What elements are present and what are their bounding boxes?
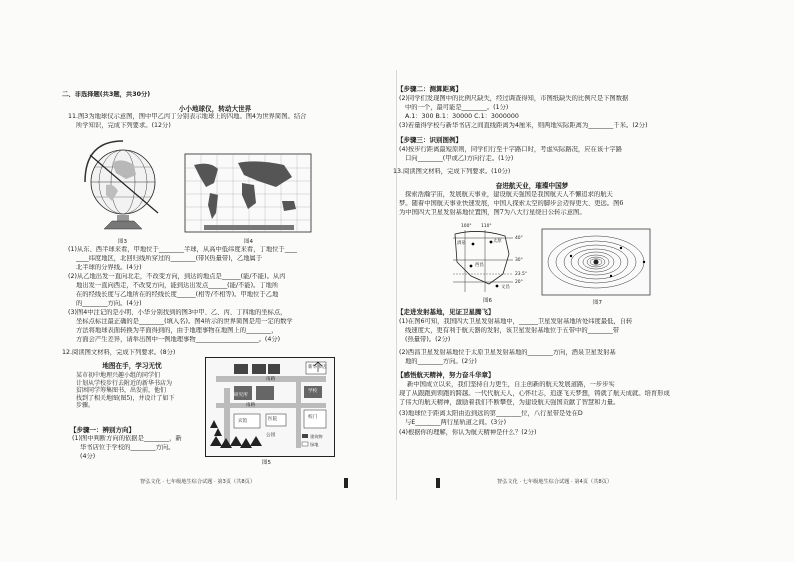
- site-label-xichang: 西昌: [475, 263, 484, 268]
- spirit-material-1: 新中国成立以来，我们坚持自力更生，自主创新的航天发展道路，一步步实: [407, 381, 615, 388]
- gate-label: 校门: [308, 415, 318, 420]
- q11-line-9: 坐标点标注最正确的是________(填入名)。图4所示的世界简图是用一定的数学: [76, 318, 293, 325]
- launch-section-tag: 【走进发射基地，见证卫星腾飞】: [397, 308, 495, 316]
- step2-line-1: (2)同学们发现图中的比例尺缺失，经过调查得知，市图纸缺失的比例尺是下图数据: [399, 95, 629, 102]
- scan-mark-left: [344, 478, 348, 488]
- q11-intro-2: 所学知识，完成下列要求。(12分): [76, 122, 171, 129]
- q12-title: 地图在手，学习无忧: [102, 362, 162, 370]
- q12-material: [76, 372, 175, 410]
- q11-title: 小小地球仪，转动大世界: [178, 105, 252, 113]
- page-4: [393, 0, 794, 562]
- hospital-label: 医院: [268, 417, 278, 422]
- road-label-2: 南路: [246, 403, 256, 408]
- fig7-caption: 图7: [593, 300, 602, 306]
- fig4-caption: 图4: [244, 239, 253, 245]
- q12-material-line: 贫困同学筹集图书，出发前，他们: [76, 387, 167, 395]
- street-map-figure: [205, 357, 335, 457]
- lat-label-1: 40°: [515, 236, 523, 241]
- page-footer-left: 智弘文化 · 七年级地生综合试题 · 第3页（共8页）: [140, 479, 256, 485]
- site-label-jiuquan: 酒泉: [457, 241, 466, 246]
- lon-label-2: 110°: [481, 224, 492, 229]
- q12-material-line: 计划从学校步行去附近的新华书店为: [76, 379, 173, 387]
- fig3-caption: 图3: [118, 239, 127, 245]
- q12-material-line: 步骤。: [76, 402, 95, 410]
- step2-line-3: (3)若量得学校与新华书店之间直线距离为4厘米，则两地实际距离为________千米。(2分): [399, 122, 648, 129]
- launch-line-2: 线速度大，更有利于航天器的发射，该卫星发射基地位于五带中的________带: [405, 327, 620, 334]
- spirit-material-3: 了伟大的航天精神，激励着我们不断攀登，为建设航天强国贡献了智慧和力量。: [399, 399, 620, 406]
- site-label-wenchang: 文昌: [501, 285, 510, 290]
- step3-line-1: (4)按步行距离最短原则，同学们行至十字路口时，考虑实际路况，应在该十字路: [399, 146, 623, 153]
- bookstore-label: 新华书店: [308, 365, 327, 370]
- school-label: 学校: [308, 389, 318, 394]
- hotel-label: 宾馆: [238, 419, 248, 424]
- step3-line-2: 口向________(甲或乙)方向行走。(1分): [405, 155, 514, 162]
- q13-material-2: 梦。随着中国航天事业快速发展，中国人探索太空的脚步会迈得更大、更远。图6: [399, 200, 624, 207]
- launch-line-1: (1)在图6可知，我国四大卫星发射基地中，______卫星发射基地所处纬度最低，自转: [399, 318, 633, 325]
- q11-line-5: 地出发一直向西走，不改变方向，能到达出发点______(能/不能)。丁地所: [76, 282, 279, 289]
- q11-line-1: (1)从东、西半球来看，甲地位于________半球，从高中低纬度来看，丁地位于____: [68, 246, 298, 253]
- q12-material-line: 找到了相关地图(图5)，并设计了如下: [76, 394, 175, 402]
- q11-line-3: 北半球的分界线。(4分): [76, 264, 142, 271]
- fig6-caption: 图6: [483, 298, 492, 304]
- lon-label-1: 100°: [461, 224, 472, 229]
- planet-orbits-figure: [541, 228, 651, 296]
- page-footer-right: 智弘文化 · 七年级地生综合试题 · 第4页（共8页）: [497, 479, 613, 485]
- q13-intro: 13.阅读图文材料，完成下列要求。(10分): [393, 168, 511, 175]
- launch-line-5: 地的________方向。(2分): [405, 358, 477, 365]
- globe-figure: [82, 135, 164, 235]
- q13-material-3: 为中国四大卫星发射基地位置图，图7为八大行星绕日公转示意图。: [399, 209, 586, 216]
- site-label-taiyuan: 太原: [493, 239, 502, 244]
- q13-title: 奋进航天业，璀璨中国梦: [495, 182, 569, 190]
- spirit-q3-line-2: 与E________两行星轨道之间。(3分): [405, 419, 507, 426]
- lat-label-4: 20°: [515, 280, 523, 285]
- spirit-q4-line: (4)根据你的理解，你认为航天精神是什么？(2分): [399, 429, 537, 436]
- q12-material-line: 某市初中地理兴趣小组的同学们: [76, 372, 161, 379]
- step3-tag: 【步骤三：识别图例】: [397, 136, 462, 144]
- section-heading: 二、非选择题(共3题，共30分): [62, 91, 151, 98]
- lat-label-3: 23.5°: [515, 272, 527, 277]
- launch-line-4: (2)西昌卫星发射基地位于太原卫星发射基地的________方向，酒泉卫星发射基: [399, 349, 616, 356]
- spirit-section-tag: 【感悟航天精神，努力奋斗华章】: [397, 371, 495, 379]
- step1-tag: 【步骤一：辨别方向】: [70, 426, 135, 434]
- q11-line-8: (3)图4中注记的是小明、小华分别找到的图3中甲、乙、丙、丁四地的坐标点，: [68, 309, 287, 316]
- legend-green-label: 绿地: [310, 442, 319, 447]
- q11-line-7: 的________方向。(4分): [76, 300, 142, 307]
- spirit-material-2: 现了从跟跑到领跑的跨越。一代代航天人，心怀壮志，追逐飞天梦想，铸就了航天成就。培育形成: [399, 390, 670, 397]
- q11-line-2: ____纬度地区，北回归线所穿过的________(带)(热量带)，乙地属于: [76, 255, 263, 262]
- world-map-figure: [184, 153, 312, 233]
- q11-line-11: 方面会产生差异，请举出图中一例地理事物____________________。(4分): [76, 336, 281, 343]
- step2-line-2: 中的一个，最可能是________。(1分): [405, 104, 509, 111]
- road-label-1: 南路: [266, 377, 276, 382]
- institute-label: 研究所: [234, 393, 248, 398]
- legend-building-label: 建筑物: [310, 434, 323, 439]
- q12-intro: 12.阅读图文材料，完成下列要求。(8分): [62, 349, 176, 356]
- lat-label-2: 30°: [515, 258, 523, 263]
- launch-line-3: (热量带)。(2分): [405, 336, 451, 343]
- step2-tag: 【步骤二：测算距离】: [397, 85, 462, 93]
- q11-line-10: 方法将地球表面转换为平面得到的，由于地理事物在地图上的________，: [76, 327, 278, 334]
- q11-intro-1: 11.图3为地球仪示意图，图中甲乙丙丁分别表示地球上的四地。图4为世界简图。结合: [68, 113, 307, 120]
- fig5-caption: 图5: [262, 460, 271, 466]
- step1-line-1: (1)图中判断方向的依据是________，新: [72, 435, 182, 442]
- spirit-q3-line-1: (3)地球位于距离太阳由近到远的第________位，八行星带是处在D: [399, 410, 583, 417]
- step1-line-3: (4分): [80, 453, 96, 460]
- q11-line-4: (2)从乙地出发一直向北走，不改变方向，到达的地点是______(能/不能)。从丙: [68, 273, 286, 280]
- q11-line-6: 在的经线长度与乙地所在的经线长度______(相等/不相等)。甲地位于乙地: [76, 291, 279, 298]
- step2-options: A.1：300 B.1：30000 C.1：3000000: [405, 113, 519, 120]
- park-label: 公园: [266, 433, 276, 438]
- q13-material-1: 探索浩瀚宇宙，发展航天事业，建设航天强国是我国航天人不懈追求的航天: [405, 191, 613, 198]
- step1-line-2: 华书店位于学校的________方向。: [80, 444, 175, 451]
